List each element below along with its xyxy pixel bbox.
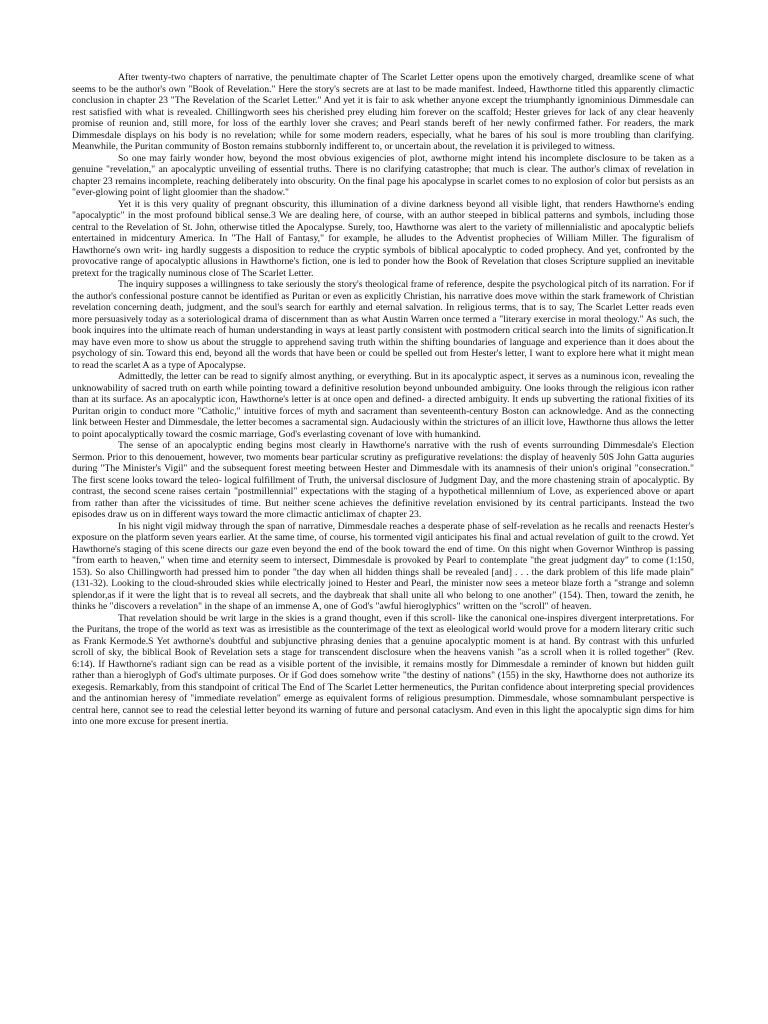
paragraph: That revelation should be writ large in the skies is a grand thought, even if this scroll- like the canonical one-inspires divergent interpretations. For the Puritans, the trope of the world as text was as irresistible as the counterimage of the text as eleological world would prove for a modern literary critic such as Frank Kermode.S Yet awthorne's doubtful and subjunctive phrasing denies that a genuine apocalyptic moment is at hand. By contrast with this unfurled scroll of sky, the biblical Book of Revelation sets a stage for transcendent disclosure when the heavens vanish "as a scroll when it is rolled together" (Rev. 6:14). If Hawthorne's radiant sign can be read as a visible portent of the invisible, it remains mostly for Dimmesdale a reminder of known but hidden guilt rather than a hieroglyph of God's ultimate purposes. Or if God does somehow write "the destiny of nations" (155) in the sky, Hawthorne does not authorize its exegesis. Remarkably, from this standpoint of critical The End of The Scarlet Letter hermeneutics, the Puritan confidence about interpreting special providences and the antinomian heresy of "immediate revelation" emerge as equivalent forms of religious presumption. Dimmesdale, whose somnambulant perspective is central here, cannot see to read the celestial letter beyond its warning of future and personal cataclysm. And even in this light the apocalyptic sign dims for him into one more excuse for present inertia.: [72, 612, 694, 727]
paragraph: So one may fairly wonder how, beyond the most obvious exigencies of plot, awthorne might intend his incomplete disclosure to be taken as a genuine "revelation," an apocalyptic unveiling of essential truths. There is no clarifying catastrophe; that much is clear. The author's climax of revelation in chapter 23 remains incomplete, reaching deliberately into obscurity. On the final page his apocalypse in scarlet comes to no explosion of color but persists as an "ever-glowing point of light gloomier than the shadow.": [72, 152, 694, 198]
paragraph: Yet it is this very quality of pregnant obscurity, this illumination of a divine darkness beyond all visible light, that renders Hawthorne's ending "apocalyptic" in the most profound biblical sense.3 We are dealing here, of course, with an author steeped in biblical patterns and symbols, including those central to the Revelation of St. John, otherwise titled the Apocalypse. Surely, too, Hawthorne was alert to the variety of millennialistic and apocalyptic beliefs entertained in midcentury America. In "The Hall of Fantasy," for example, he alludes to the Adventist prophecies of William Miller. The figuralism of Hawthorne's own writ- ing hardly suggests a disposition to reduce the cryptic symbols of biblical apocalyptic to coded prophecy. And yet, confronted by the provocative range of apocalyptic allusions in Hawthorne's fiction, one is led to ponder how the Book of Revelation that closes Scripture supplied an inevitable pretext for the tragically numinous close of The Scarlet Letter.: [72, 198, 694, 279]
paragraph: The inquiry supposes a willingness to take seriously the story's theological frame of reference, despite the psychological pitch of its narration. For if the author's confessional posture cannot be identified as Puritan or even as explicitly Christian, his narrative does move within the stark framework of Christian revelation concerning death, judgment, and the soul's search for earthly and eternal salvation. In religious terms, that is to say, The Scarlet Letter reads even more persuasively today as a soteriological drama of discernment than as what Austin Warren once termed a "literary exercise in moral theology." As such, the book inquires into the ultimate reach of human understanding in ways at least partly consistent with postmodern critical search into the limits of signification.It may have even more to show us about the struggle to apprehend saving truth within the shifting boundaries of language and experience than it does about the psychology of sin. Toward this end, beyond all the words that have been or could be spelled out from Hester's letter, I want to explore here what it might mean to read the scarlet A as a type of Apocalypse.: [72, 279, 694, 371]
document-page: [72, 72, 694, 728]
paragraph: The sense of an apocalyptic ending begins most clearly in Hawthorne's narrative with the rush of events surrounding Dimmesdale's Election Sermon. Prior to this denouement, however, two moments bear particular scrutiny as prefigurative revelations: the display of heavenly 50S John Gatta auguries during "The Minister's Vigil" and the subsequent forest meeting between Hester and Dimmesdale with its anamnesis of their union's original "consecration." The first scene looks toward the teleo- logical fulfillment of Truth, the universal disclosure of Judgment Day, and the more chastening strain of apocalyptic. By contrast, the second scene raises certain "postmillennial" expectations with the staging of a hypothetical millennium of Love, as experienced above or apart from rather than after the vicissitudes of time. But neither scene achieves the definitive revelation envisioned by its central participants. Instead the two episodes draw us on in different ways toward the more climactic anticlimax of chapter 23.: [72, 440, 694, 520]
paragraph: In his night vigil midway through the span of narrative, Dimmesdale reaches a desperate phase of self-revelation as he recalls and reenacts Hester's exposure on the platform seven years earlier. At the same time, of course, his tormented vigil anticipates his final and actual revelation of guilt to the crowd. Yet Hawthorne's staging of this scene directs our gaze even beyond the end of the book toward the end of time. On this night when Governor Winthrop is passing "from earth to heaven," when time and eternity seem to intersect, Dimmesdale is provoked by Pearl to contemplate "the great judgment day" to come (1:150, 153). So also Chillingworth had pressed him to ponder "the day when all hidden things shall be revealed [and] . . . the dark problem of this life made plain" (131-32). Looking to the cloud-shrouded skies while electrically joined to Hester and Pearl, the minister now sees a meteor blaze forth a "strange and solemn splendor,as if it were the light that is to reveal all secrets, and the daybreak that shall unite all who belong to one another" (154). Then, toward the zenith, he thinks he "discovers a revelation" in the shape of an immense A, one of God's "awful hieroglyphics" written on the "scroll" of heaven.: [72, 520, 694, 612]
paragraph: After twenty-two chapters of narrative, the penultimate chapter of The Scarlet Letter opens upon the emotively charged, dreamlike scene of what seems to be the author's own "Book of Revelation." Here the story's secrets are at last to be made manifest. Indeed, Hawthorne titled this apparently climactic conclusion in chapter 23 "The Revelation of the Scarlet Letter." And yet it is fair to ask whether anyone except the triumphantly ignominious Dimmesdale can rest satisfied with what is revealed. Chillingworth sees his cherished prey eluding him forever on the scaffold; Hester grieves for lack of any clear heavenly promise of reunion and, still more, for loss of the earthly lover she craves; and Pearl stands bereft of her newly confirmed father. For readers, the mark Dimmesdale displays on his body is no revelation; while for some modern readers, especially, what he bares of his soul is more troubling than clarifying. Meanwhile, the Puritan community of Boston remains stubbornly indifferent to, or uncertain about, the revelation it is privileged to witness.: [72, 72, 694, 152]
paragraph: Admittedly, the letter can be read to signify almost anything, or everything. But in its apocalyptic aspect, it serves as a numinous icon, revealing the unknowability of sacred truth on earth while pointing toward a definitive resolution beyond unbounded ambiguity. One looks through the religious icon rather than at its surface. As an apocalyptic icon, Hawthorne's letter is at once open and defined- a directed ambiguity. It ends up subverting the rational fixities of its Puritan origin to conduct more "Catholic," intuitive forces of myth and sacrament than seventeenth-century Boston can acknowledge. And as the connecting link between Hester and Dimmesdale, the letter becomes a sacramental sign. Audaciously within the strictures of an illicit love, Hawthorne thus allows the letter to point apocalyptically toward the cosmic marriage, God's everlasting covenant of love with humankind.: [72, 371, 694, 440]
